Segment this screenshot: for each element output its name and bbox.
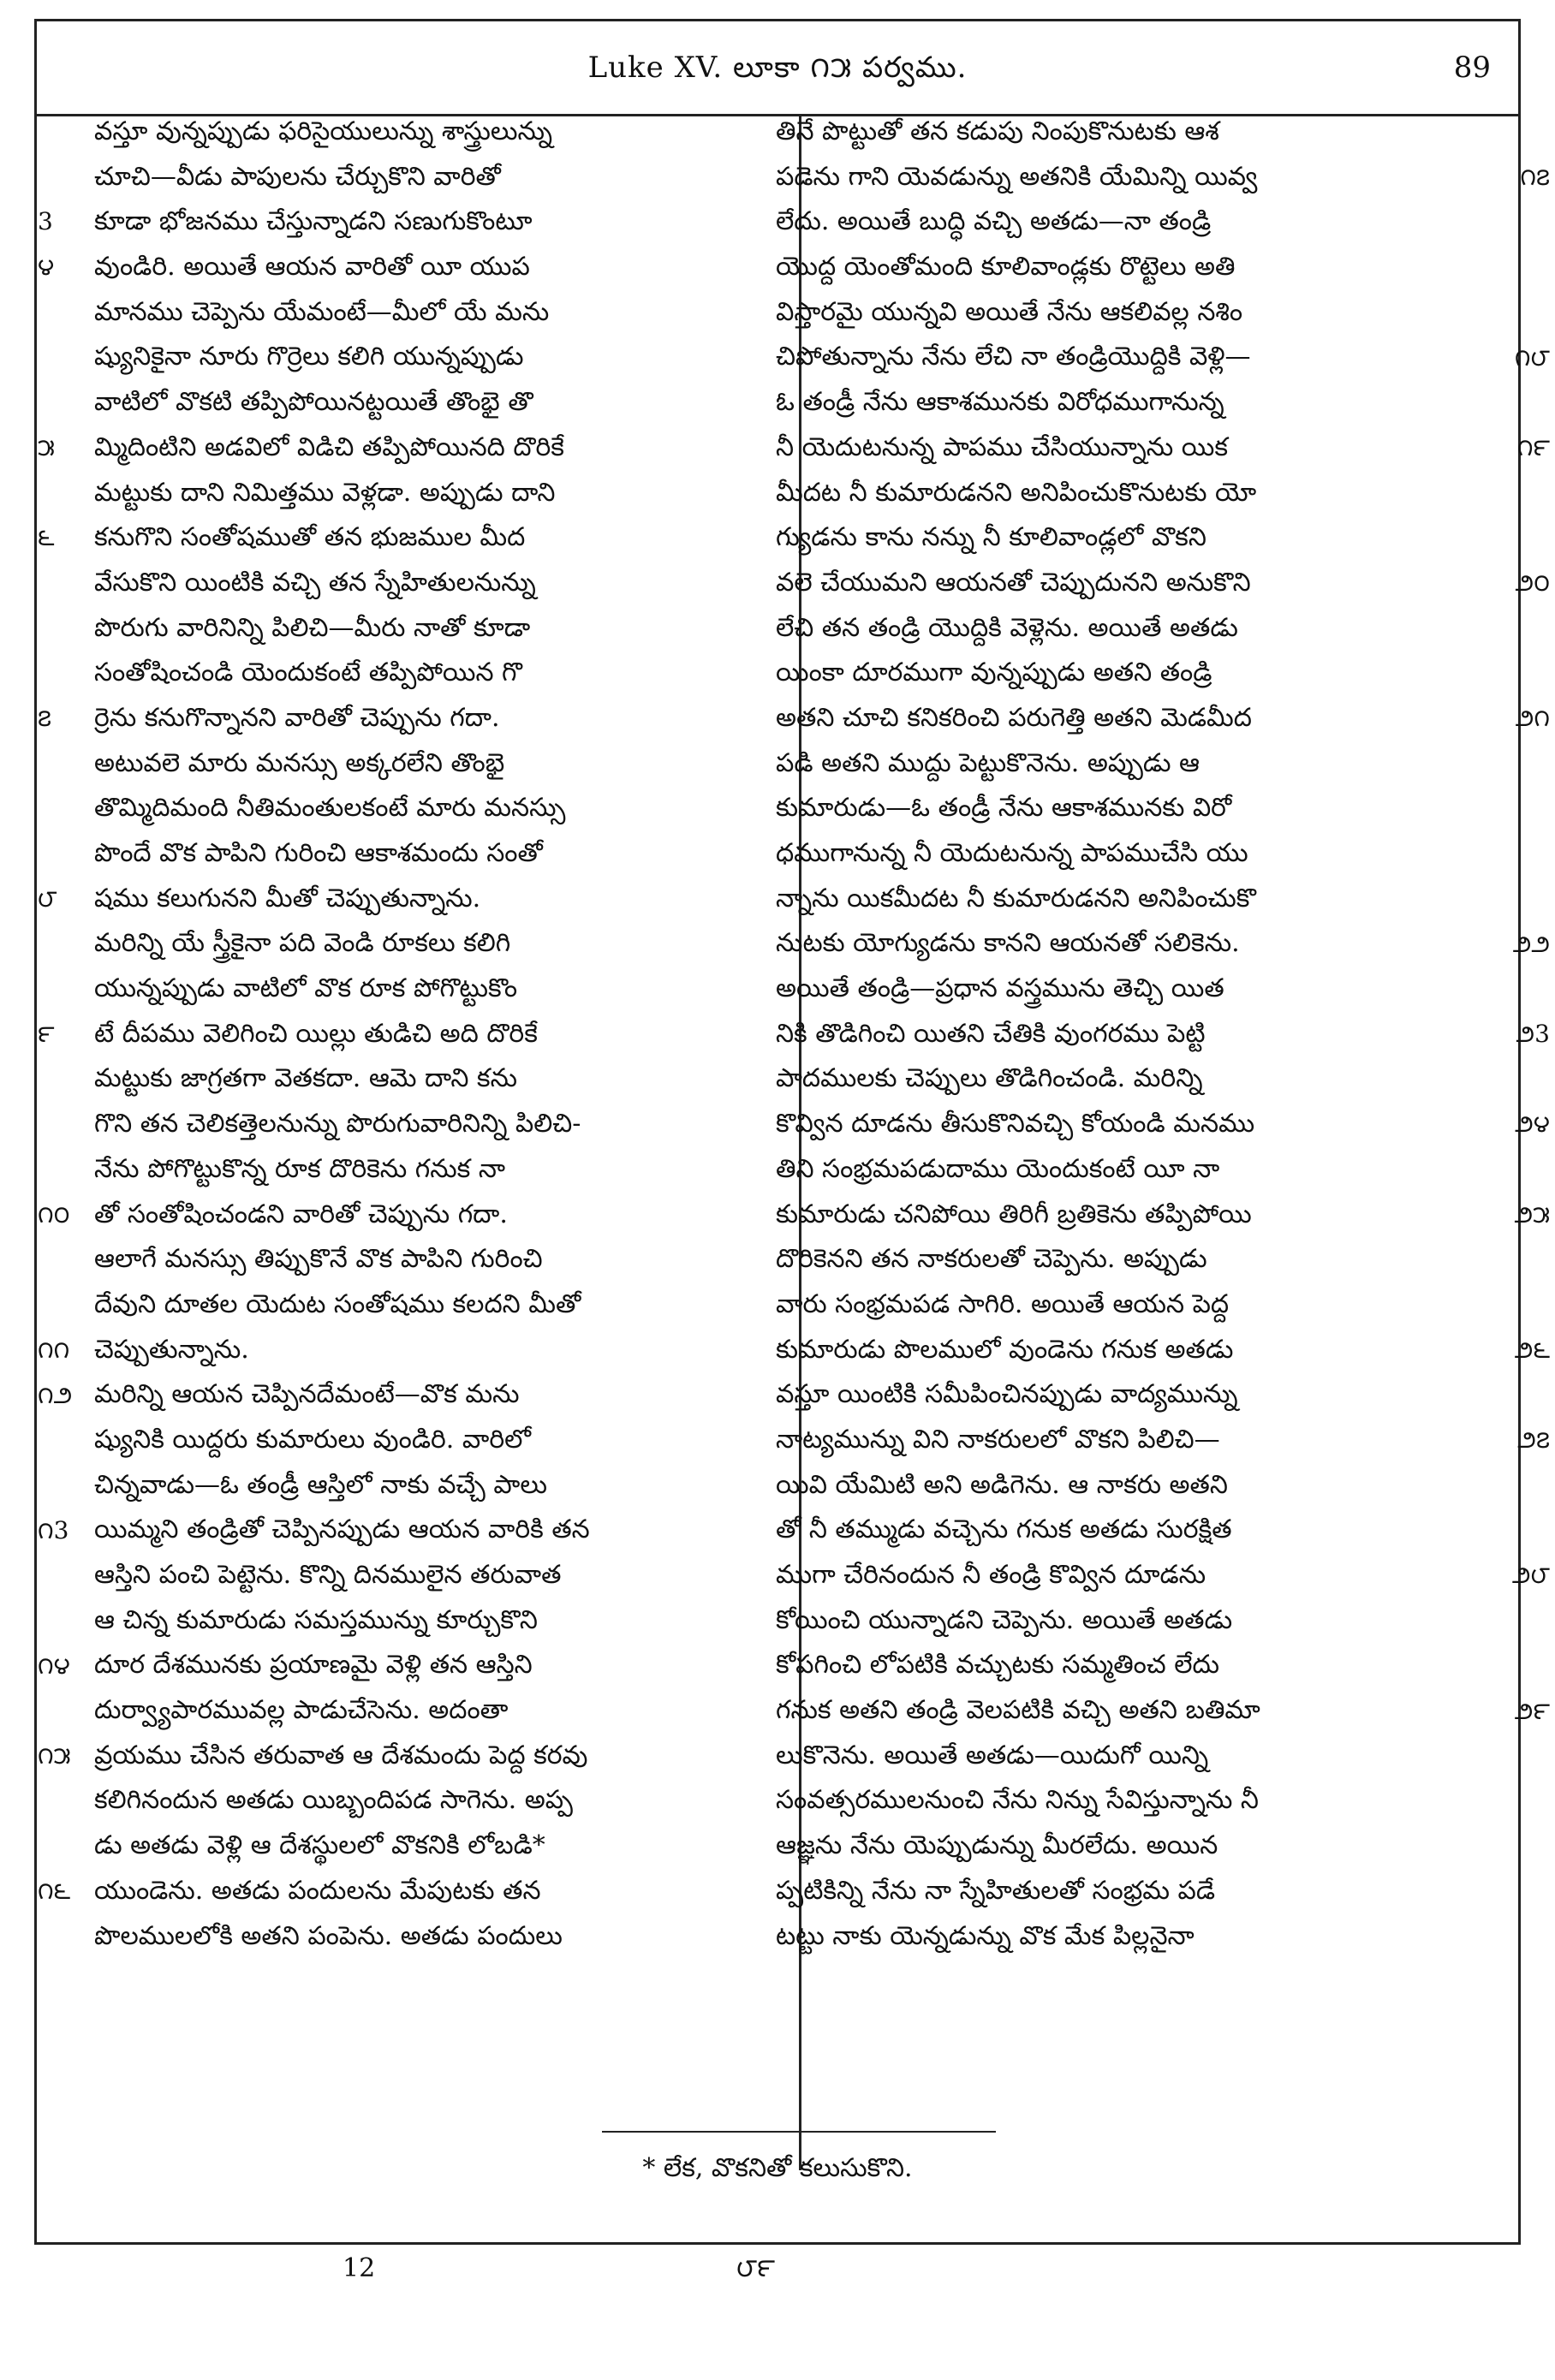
verse-number: ౬ [38,523,55,552]
verse-number: ౨౦ [1515,568,1550,597]
text-line: కొవ్విన దూడను తీసుకొనివచ్చి కోయండి మనము [776,1109,1255,1139]
text-line: ముగా చేరినందున నీ తండ్రి కొవ్విన దూడను [776,1560,1206,1590]
signature-mark-telugu: ౮౯ [736,2253,776,2283]
footnote-rule [602,2131,996,2133]
text-line: మానము చెప్పెను యేమంటే—మీలో యే మను [94,296,550,327]
verse-number: ౪ [38,253,55,282]
text-line: పొందే వొక పాపిని గురించి ఆకాశమందు సంతో [94,838,543,868]
text-line: ఆ చిన్న కుమారుడు సమస్తమున్ను కూర్చుకొని [94,1604,538,1635]
footnote: * లేక, వొకనితో కలుసుకొని. [642,2153,913,2183]
text-line: తో సంతోషించండని వారితో చెప్పును గదా. [94,1199,508,1229]
running-header [37,21,1518,114]
verse-number: ౨3 [1516,1020,1550,1048]
text-line: వుండిరి. అయితే ఆయన వారితో యీ యుప [94,252,530,283]
text-line: నికి తొడిగించి యితని చేతికి వుంగరము పెట్టి [776,1018,1206,1049]
verse-number: ౧౮ [1514,342,1550,372]
verse-number: ౧౫ [38,1741,71,1770]
text-line: ఆజ్ఞను నేను యెప్పుడున్ను మీరలేదు. అయిన [776,1830,1218,1861]
text-line: షము కలుగునని మీతో చెప్పుతున్నాను. [94,883,481,913]
verse-number: ౨౬ [1514,1335,1550,1364]
text-line: లేచి తన తండ్రి యొద్దికి వెళ్లెను. అయితే అతడు [776,612,1238,643]
text-line: వస్తూ వున్నప్పుడు ఫరిసైయులున్ను శాస్త్రులున్ను [94,116,553,146]
text-line: గ్యుడను కాను నన్ను నీ కూలివాండ్లలో వొకని [776,522,1206,553]
verse-number: ౧౬ [38,1877,71,1906]
text-line: చూచి—వీడు పాపులను చేర్చుకొని వారితో [94,161,501,192]
text-line: వస్తూ యింటికి సమీపించినప్పుడు వాద్యమున్ను [776,1379,1238,1410]
text-line: మట్టుకు దాని నిమిత్తము వెళ్లడా. అప్పుడు దాని [94,477,556,508]
text-line: యివి యేమిటి అని అడిగెను. ఆ నాకరు అతని [776,1469,1228,1500]
text-line: గొని తన చెలికత్తెలనున్ను పొరుగువారినిన్ని పిలిచి- [94,1109,581,1139]
text-line: నుటకు యోగ్యుడను కానని ఆయనతో సలికెను. [776,928,1240,959]
verse-number: ౧౨ [38,1380,73,1409]
text-line: చిపోతున్నాను నేను లేచి నా తండ్రియొద్దికి వెళ్లి— [776,342,1251,372]
verse-number: ౧౦ [38,1199,70,1229]
text-line: మరిన్ని యే స్త్రీకైనా పది వెండి రూకలు కలిగి [94,928,511,959]
verse-number: ౨౮ [1511,1561,1550,1590]
verse-number: ౫ [38,432,55,461]
right-column [776,110,1427,2104]
text-line: తినే పొట్టుతో తన కడుపు నింపుకొనుటకు ఆశ [776,116,1219,146]
text-line: వేసుకొని యింటికి వచ్చి తన స్నేహితులనున్ను [94,567,536,598]
verse-number: ౨౪ [1515,1110,1550,1139]
verse-number: ౧౧ [38,1335,70,1364]
text-line: నేను పోగొట్టుకొన్న రూక దొరికెను గనుక నా [94,1153,506,1184]
verse-number: ౨౯ [1514,1696,1550,1725]
text-line: సంవత్సరములనుంచి నేను నిన్ను సేవిస్తున్నాను నీ [776,1785,1259,1816]
verse-number: ౧౯ [1516,432,1550,461]
text-line: దుర్వ్యాపారమువల్ల పాడుచేసెను. అదంతా [94,1695,509,1726]
text-line: న్నాను యికమీదట నీ కుమారుడనని అనిపించుకొ [776,883,1256,913]
verse-number: ౨౭ [1517,1425,1550,1455]
text-line: యొద్ద యెంతోమంది కూలివాండ్లకు రొట్టెలు అతి [776,252,1236,283]
page-number: 89 [1453,51,1491,85]
verse-number: ౮ [38,884,57,913]
text-line: పొరుగు వారినిన్ని పిలిచి—మీరు నాతో కూడా [94,612,531,643]
text-line: విస్తారమై యున్నవి అయితే నేను ఆకలివల్ల నశిం [776,296,1243,327]
verse-number: ౧3 [38,1515,69,1544]
text-line: మీదట నీ కుమారుడనని అనిపించుకొనుటకు యో [776,477,1257,508]
text-line: వారు సంభ్రమపడ సాగిరి. అయితే ఆయన పెద్ద [776,1288,1230,1319]
text-line: టట్టు నాకు యెన్నడున్ను వొక మేక పిల్లనైనా [776,1920,1195,1951]
text-line: ఆస్తిని పంచి పెట్టెను. కొన్ని దినములైన తరువాత [94,1560,562,1590]
text-line: కోయించి యున్నాడని చెప్పెను. అయితే అతడు [776,1604,1233,1635]
text-line: దొరికెనని తన నాకరులతో చెప్పెను. అప్పుడు [776,1244,1207,1275]
text-line: వలె చేయుమని ఆయనతో చెప్పుదునని అనుకొని [776,567,1251,598]
verse-number: ౧౪ [38,1651,70,1680]
verse-number: 3 [38,207,53,236]
text-line: లేదు. అయితే బుద్ధి వచ్చి అతడు—నా తండ్రి [776,206,1212,237]
text-line: పాదములకు చెప్పులు తొడిగించండి. మరిన్ని [776,1063,1203,1094]
text-line: వ్రయము చేసిన తరువాత ఆ దేశమందు పెద్ద కరవు [94,1740,588,1770]
text-line: సంతోషించండి యెందుకంటే తప్పిపోయిన గొ [94,657,522,688]
text-line: ప్పటికిన్ని నేను నా స్నేహితులతో సంభ్రమ పడే [776,1875,1216,1906]
signature-mark: 12 [343,2253,376,2283]
text-line: పడెను గాని యెవడున్ను అతనికి యేమిన్ని యివ్వ [776,161,1258,192]
text-line: కుమారుడు—ఓ తండ్రీ నేను ఆకాశమునకు విరో [776,793,1232,824]
text-line: ష్యునికి యిద్దరు కుమారులు వుండిరి. వారిలో [94,1424,531,1455]
text-line: మట్టుకు జాగ్రతగా వెతకదా. ఆమె దాని కను [94,1063,518,1094]
text-line: కుమారుడు పొలములో వుండెను గనుక అతడు [776,1334,1234,1365]
text-line: యుండెను. అతడు పందులను మేపుటకు తన [94,1875,541,1906]
text-line: తిని సంభ్రమపడుదాము యెందుకంటే యీ నా [776,1153,1220,1184]
text-line: యిమ్మని తండ్రితో చెప్పినప్పుడు ఆయన వారికి తన [94,1514,590,1545]
text-line: కుమారుడు చనిపోయి తిరిగీ బ్రతికెను తప్పిపోయి [776,1199,1252,1229]
text-line: ధముగానున్న నీ యెదుటనున్న పాపముచేసి యు [776,838,1248,868]
verse-number: ౨౫ [1514,1199,1550,1229]
text-line: దూర దేశమునకు ప్రయాణమై వెళ్లి తన ఆస్తిని [94,1650,533,1681]
text-line: పడి అతని ముద్దు పెట్టుకొనెను. అప్పుడు ఆ [776,747,1200,778]
text-line: యున్నప్పుడు వాటిలో వొక రూక పోగొట్టుకొం [94,973,518,1004]
text-line: నాట్యమున్ను విని నాకరులలో వొకని పిలిచి— [776,1424,1220,1455]
text-line: లుకొనెను. అయితే అతడు—యిదుగో యిన్ని [776,1740,1209,1770]
left-column [94,110,754,2104]
verse-number: ౨౧ [1515,704,1550,733]
text-line: కలిగినందున అతడు యిబ్బందిపడ సాగెను. అప్ప [94,1785,573,1816]
text-line: నీ యెదుటనున్న పాపము చేసియున్నాను యిక [776,431,1229,462]
text-line: వాటిలో వొకటి తప్పిపోయినట్టయితే తొంభై తొ [94,387,533,418]
text-line: తో నీ తమ్ముడు వచ్చెను గనుక అతడు సురక్షిత [776,1514,1232,1545]
text-line: కోపగించి లోపటికి వచ్చుటకు సమ్మతించ లేదు [776,1650,1220,1681]
text-line: అయితే తండ్రి—ప్రధాన వస్త్రమును తెచ్చి యిత [776,973,1224,1004]
text-line: డు అతడు వెళ్లి ఆ దేశస్థులలో వొకనికి లోబడి* [94,1830,545,1861]
text-line: మరిన్ని ఆయన చెప్పినదేమంటే—వొక మను [94,1379,520,1410]
text-line: కనుగొని సంతోషముతో తన భుజముల మీద [94,522,526,553]
text-line: చెప్పుతున్నాను. [94,1334,249,1365]
text-line: కూడా భోజనము చేస్తున్నాడని సణుగుకొంటూ [94,206,533,237]
text-line: మ్మిదింటిని అడవిలో విడిచి తప్పిపోయినది దొరికే [94,431,564,462]
verse-number: ౧౭ [1520,162,1550,191]
page-title: Luke XV. లూకా ౧౫ పర్వము. [587,51,968,85]
text-line: ష్యునికైనా నూరు గొర్రెలు కలిగి యున్నప్పుడు [94,342,524,372]
text-line: ఆలాగే మనస్సు తిప్పుకొనే వొక పాపిని గురించి [94,1244,543,1275]
verse-number: ౨౨ [1512,929,1550,958]
text-line: ఓ తండ్రీ నేను ఆకాశమునకు విరోధముగానున్న [776,387,1224,418]
text-line: చిన్నవాడు—ఓ తండ్రీ ఆస్తిలో నాకు వచ్చే పాలు [94,1469,547,1500]
text-line: దేవుని దూతల యెదుట సంతోషము కలదని మీతో [94,1288,581,1319]
text-line: అటువలె మారు మనస్సు అక్కరలేని తొంభై [94,747,505,778]
text-line: పొలములలోకి అతని పంపెను. అతడు పందులు [94,1920,563,1951]
verse-number: ౯ [38,1020,55,1048]
text-line: టే దీపము వెలిగించి యిల్లు తుడిచి అది దొరికే [94,1018,538,1049]
verse-number: ౭ [38,704,52,733]
text-line: గనుక అతని తండ్రి వెలపటికి వచ్చి అతని బతిమా [776,1695,1260,1726]
text-line: అతని చూచి కనికరించి పరుగెత్తి అతని మెడమీద [776,702,1252,733]
text-line: ర్రెను కనుగొన్నానని వారితో చెప్పును గదా. [94,702,500,733]
text-line: యింకా దూరముగా వున్నప్పుడు అతని తండ్రి [776,657,1212,688]
text-line: తొమ్మిదిమంది నీతిమంతులకంటే మారు మనస్సు [94,793,566,824]
